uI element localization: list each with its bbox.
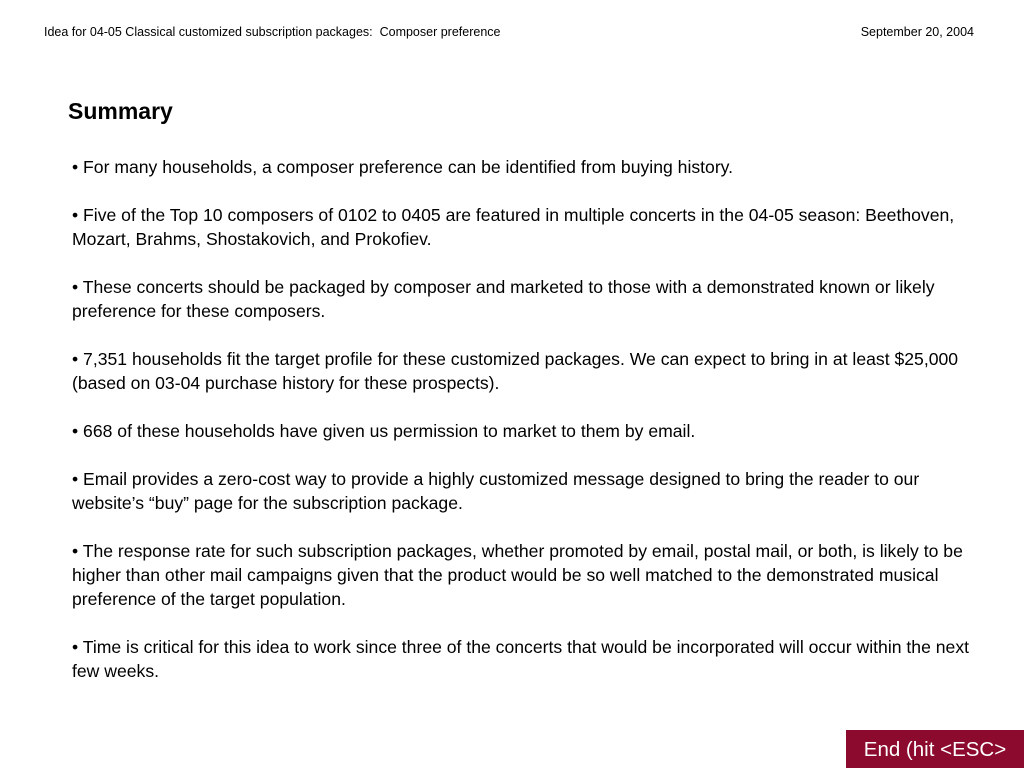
header-title: Idea for 04-05 Classical customized subscription packages: Composer preference [44,25,501,39]
bullet-item: • The response rate for such subscription packages, whether promoted by email, postal mail, or both, is likely to be higher than other mail campaigns given that the product would be so well matched to the demonstrated musical preference of the target population. [72,541,963,609]
bullet-item: • Five of the Top 10 composers of 0102 to 0405 are featured in multiple concerts in the 04-05 season: Beethoven, Mozart, Brahms, Shostakovich, and Prokofiev. [72,205,955,249]
end-slideshow-button[interactable]: End (hit <ESC> [846,730,1024,768]
bullet-item: • For many households, a composer preference can be identified from buying history. [72,157,734,177]
slide-title: Summary [68,98,173,124]
slide-header [44,22,976,42]
header-date: September 20, 2004 [860,25,974,39]
bullet-list [72,155,972,683]
bullet-item: • 7,351 households fit the target profile for these customized packages. We can expect to bring in at least $25,000 (based on 03-04 purchase history for these prospects). [72,349,959,393]
bullet-item: • These concerts should be packaged by composer and marketed to those with a demonstrated known or likely preference for these composers. [72,277,935,321]
bullet-item: • 668 of these households have given us permission to market to them by email. [72,421,696,441]
bullet-item: • Email provides a zero-cost way to provide a highly customized message designed to bring the reader to our website’s “buy” page for the subscription package. [72,469,920,513]
bullet-item: • Time is critical for this idea to work since three of the concerts that would be incorporated will occur within the next few weeks. [72,637,970,681]
